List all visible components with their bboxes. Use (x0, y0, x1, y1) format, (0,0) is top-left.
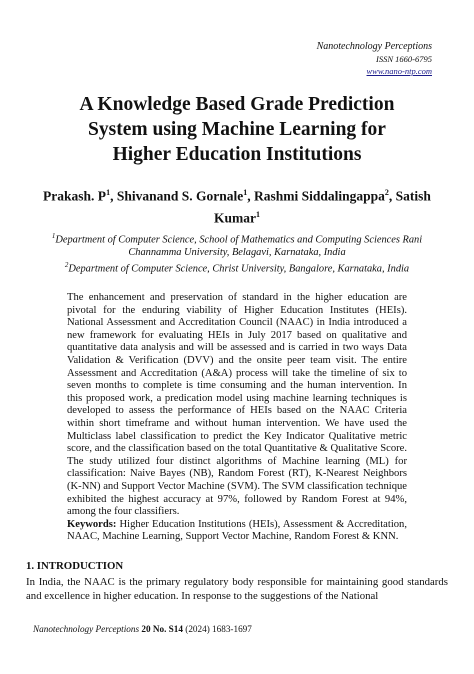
keywords-text: Higher Education Institutions (HEIs), Assessment & Accreditation, NAAC, Machine Learning, Support Vector Machine, Random Forest & KNN. (67, 518, 407, 543)
affiliation-1-marker: 1 (51, 232, 56, 240)
affiliation-2-line-1 (14, 259, 460, 275)
author-1-affil: 1 (106, 188, 111, 197)
footer-pages: (2024) 1683-1697 (185, 624, 252, 634)
abstract (67, 292, 407, 544)
title-line-3: Higher Education Institutions (112, 144, 362, 165)
keywords-label: Keywords: (67, 518, 117, 530)
affiliation-1-text: Department of Computer Science, School of Mathematics and Computing Sciences Rani (55, 234, 423, 246)
journal-header (317, 41, 432, 77)
author-list: Prakash. $P^1$, Shivanand S. Gornale$^1$, Rashmi Siddalingappa$^2$, Satish Kumar$^1$ (43, 188, 431, 225)
page-footer (33, 624, 252, 634)
journal-name: Nanotechnology Perceptions (316, 41, 432, 52)
author-2-affil: 1 (243, 188, 248, 197)
author-2: Shivanand S. Gornale (116, 188, 244, 204)
keywords (67, 519, 407, 544)
affiliation-2-marker: 2 (64, 261, 69, 270)
author-4: Satish Kumar (214, 188, 431, 225)
author-4-affil: 1 (256, 209, 260, 219)
affiliation-1-line-1 (14, 230, 460, 246)
affiliation-2-text: Department of Computer Science, Christ University, Bangalore, Karnataka, India (68, 263, 410, 275)
section-heading-introduction: 1. INTRODUCTION (26, 560, 124, 572)
affiliation-1-line-2: Channamma University, Belagavi, Karnataka, India (128, 247, 346, 259)
author-3-affil: 2 (384, 188, 389, 197)
footer-volume: 20 No. S14 (141, 624, 183, 634)
footer-journal: Nanotechnology Perceptions (33, 624, 140, 634)
journal-issn: ISSN 1660-6795 (376, 54, 432, 64)
journal-url[interactable]: www.nano-ntp.com (366, 66, 432, 76)
author-3: Rashmi Siddalingappa (253, 188, 385, 204)
title-line-1: A Knowledge Based Grade Prediction (79, 94, 395, 115)
title-line-2: System using Machine Learning for (88, 119, 386, 140)
affiliations (14, 230, 460, 276)
paper-title (30, 92, 444, 167)
author-1: Prakash. P (43, 188, 107, 204)
abstract-text: The enhancement and preservation of standard in the higher education are pivotal for the enduring viability of Higher Education Institutes (HEIs). National Assessment and Accreditation Council (NAAC) in India introduced a new framework for evaluating HEIs in July 2017 based on qualitative and quantitative data analysis and will be assessed and is carried in two ways Data Validation & Verification (DVV) and the onsite peer team visit. The entire Assessment and Accreditation (A&A) process will take the timeline of six to seven months to complete is time consuming and the human intervention. In this proposed work, a predication model using machine learning techniques is developed to assess the performance of HEIs based on the NAAC Criteria within short timeframe and without human intervention. We have used the Multiclass label classification to predict the Key Indicator Qualitative metric score, and the classification based on the total Quantitative & Qualitative Score. The study utilized four distinct algorithms of Machine learning (ML) for classification: Naive Bayes (NB), Random Forest (RT), K-Nearest Neighbors (K-NN) and Support Vector Machine (SVM). The SVM classification technique exhibited the highest accuracy at 97%, followed by Random Forest at 94%, among the four classifiers. (67, 292, 407, 518)
introduction-text: In India, the NAAC is the primary regulatory body responsible for maintaining good standards and excellence in higher education. In response to the suggestions of the National (26, 576, 448, 602)
